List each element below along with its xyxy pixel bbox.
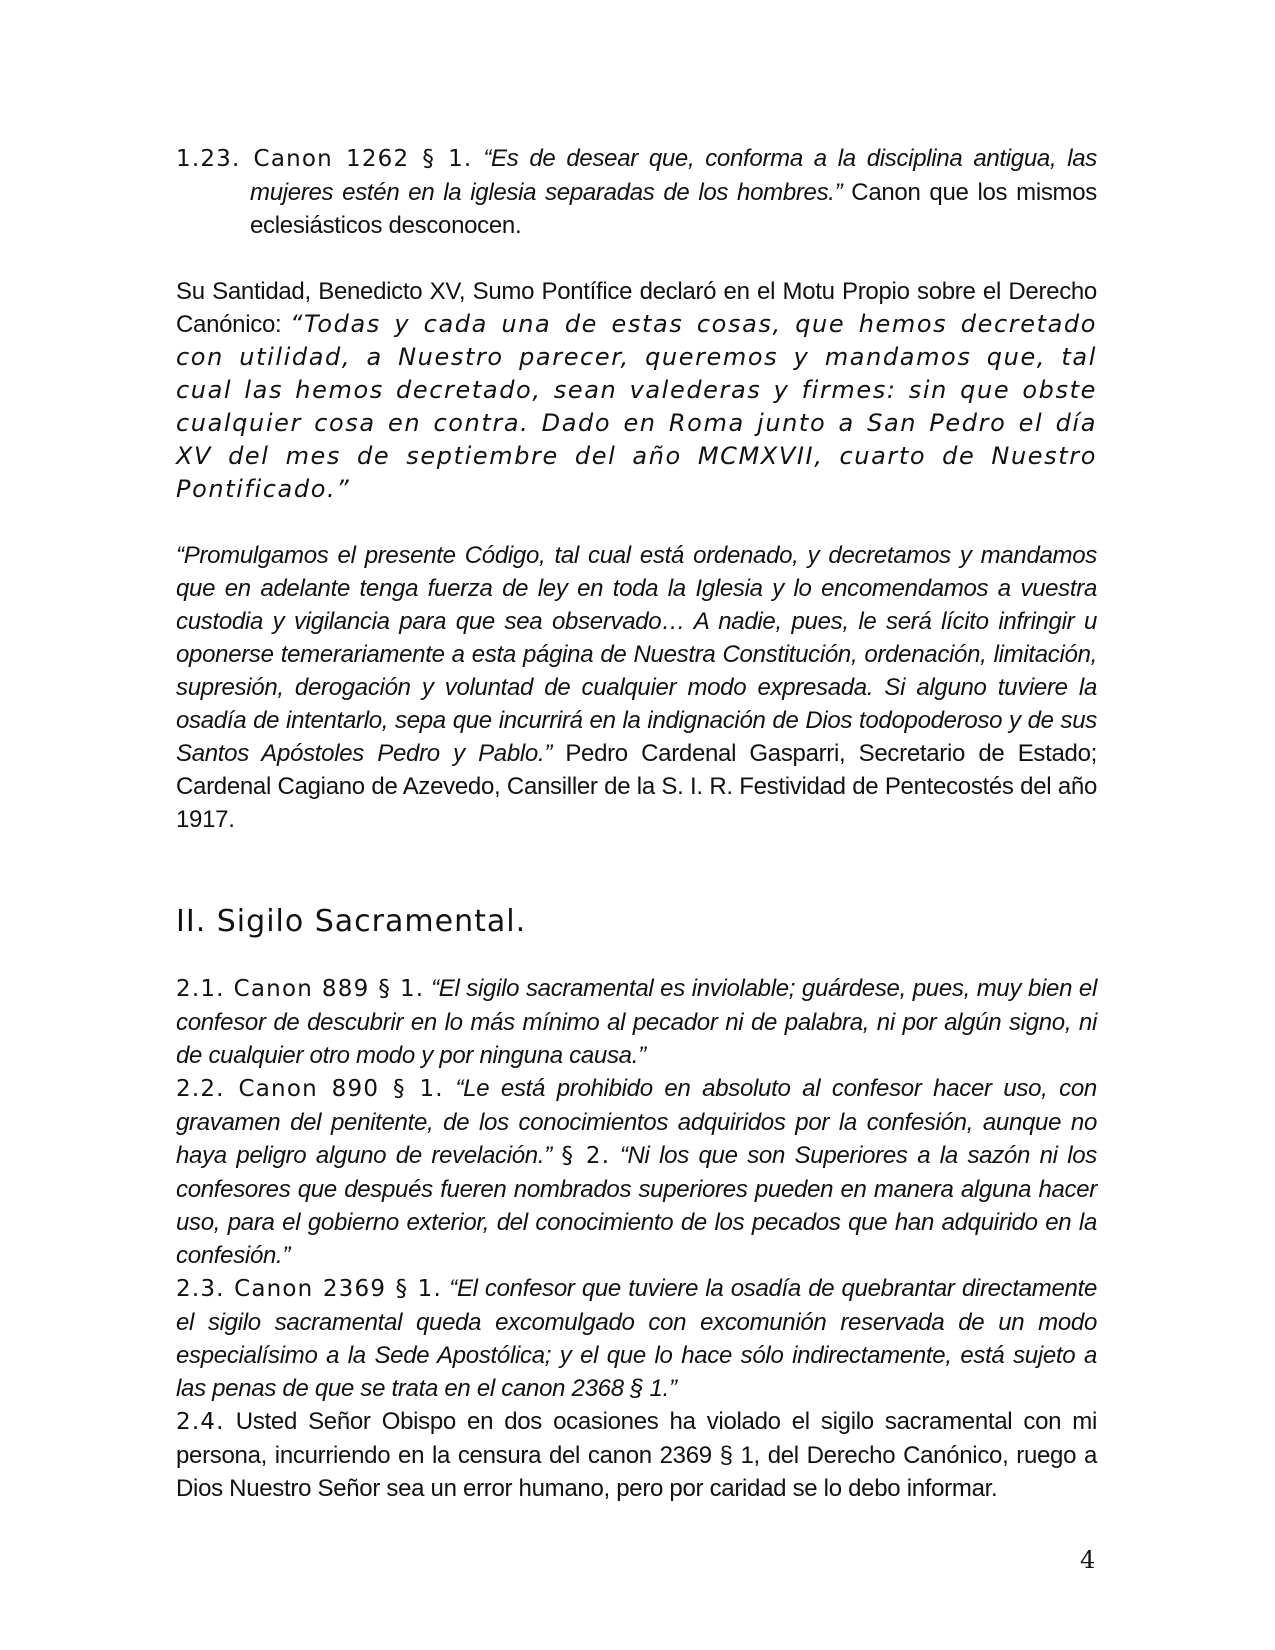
canon-890-label: 2.2. Canon 890 § 1. xyxy=(176,1076,444,1102)
page-number: 4 xyxy=(1080,1546,1096,1574)
bishop-paragraph-label: 2.4. xyxy=(176,1409,225,1435)
motu-proprio-intro: Su Santidad, Benedicto XV, Sumo Pontífice declaró en el Motu Propio sobre el Derecho Canónico: xyxy=(176,278,1097,338)
bishop-paragraph xyxy=(176,1405,1097,1505)
promulgation-quote: “Promulgamos el presente Código, tal cual está ordenado, y decretamos y mandamos que en adelante tenga fuerza de ley en toda la Iglesia y lo encomendamos a vuestra custodia y vigilancia para que sea observado… A nadie, pues, le será lícito infringir u oponerse temerariamente a esta página de Nuestra Constitución, ordenación, limitación, supresión, derogación y voluntad de cualquier modo expresada. Si alguno tuviere la osadía de intentarlo, sepa que incurrirá en la indignación de Dios todopoderoso y de sus Santos Apóstoles Pedro y Pablo.” xyxy=(176,542,1097,767)
canon-1262-label: 1.23. Canon 1262 § 1. xyxy=(176,146,473,172)
bishop-paragraph-text: Usted Señor Obispo en dos ocasiones ha violado el sigilo sacramental con mi persona, incurriendo en la censura del canon 2369 § 1, del Derecho Canónico, ruego a Dios Nuestro Señor sea un error humano, pero por caridad se lo debo informar. xyxy=(176,1408,1098,1502)
document-page xyxy=(176,142,1097,1505)
motu-proprio-quote: “Todas y cada una de estas cosas, que hemos decretado con utilidad, a Nuestro parecer, queremos y mandamos que, tal cual las hemos decretado, sean valederas y firmes: sin que obste cualquier cosa en contra. Dado en Roma junto a San Pedro el día XV del mes de septiembre del año MCMXVII, cuarto de Nuestro Pontificado.” xyxy=(176,310,1098,503)
canon-889-paragraph xyxy=(176,972,1097,1072)
motu-proprio-paragraph xyxy=(176,275,1097,506)
canon-889-quote: “El sigilo sacramental es inviolable; guárdese, pues, muy bien el confesor de descubrir en lo más mínimo al pecador ni de palabra, ni por algún signo, ni de cualquier otro modo y por ninguna causa.” xyxy=(176,975,1097,1069)
canon-890-section-2-label: § 2. xyxy=(561,1143,611,1169)
canon-2369-paragraph xyxy=(176,1272,1097,1405)
promulgation-signature: Pedro Cardenal Gasparri, Secretario de Estado; Cardenal Cagiano de Azevedo, Cansiller de la S. I. R. Festividad de Pentecostés del año 1917. xyxy=(176,740,1097,833)
promulgation-paragraph xyxy=(176,539,1097,836)
canon-1262-tail: Canon que los mismos eclesiásticos desconocen. xyxy=(250,179,1097,239)
canon-890-quote: “Le está prohibido en absoluto al confesor hacer uso, con gravamen del penitente, de los conocimientos adquiridos por la confesión, aunque no haya peligro alguno de revelación.” xyxy=(176,1075,1097,1169)
section-heading: II. Sigilo Sacramental. xyxy=(176,904,527,939)
canon-1262-quote: “Es de desear que, conforma a la disciplina antigua, las mujeres estén en la iglesia separadas de los hombres.” xyxy=(250,145,1097,206)
canon-1262-paragraph xyxy=(176,142,1097,242)
canon-889-label: 2.1. Canon 889 § 1. xyxy=(176,976,425,1002)
canon-2369-label: 2.3. Canon 2369 § 1. xyxy=(176,1276,442,1302)
canon-890-paragraph xyxy=(176,1072,1097,1272)
canon-2369-quote: “El confesor que tuviere la osadía de quebrantar directamente el sigilo sacramental queda excomulgado con excomunión reservada de un modo especialísimo a la Sede Apostólica; y el que lo hace sólo indirectamente, está sujeto a las penas de que se trata en el canon 2368 § 1.” xyxy=(176,1275,1098,1402)
canon-890-section-2-quote: “Ni los que son Superiores a la sazón ni los confesores que después fueren nombrados superiores pueden en manera alguna hacer uso, para el gobierno exterior, del conocimiento de los pecados que han adquirido en la confesión.” xyxy=(176,1142,1097,1269)
